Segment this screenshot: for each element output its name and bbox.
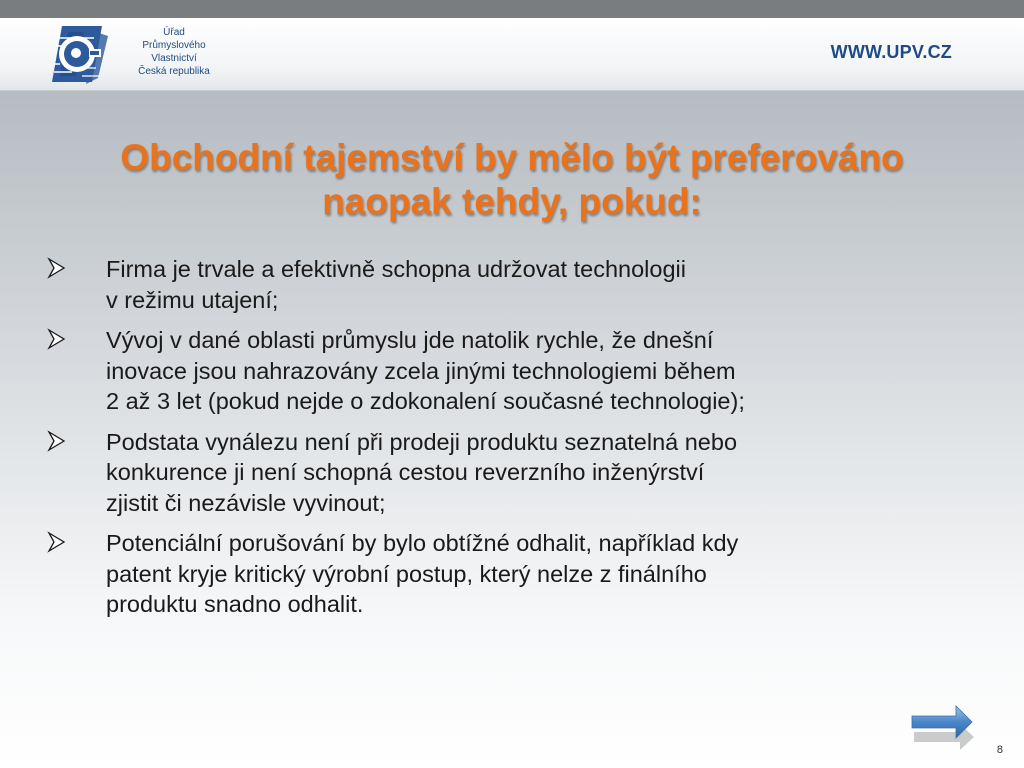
arrowhead-bullet-icon xyxy=(46,529,68,555)
bullet-text-line: patent kryje kritický výrobní postup, který nelze z finálního xyxy=(106,560,707,587)
bullet-text-line: 2 až 3 let (pokud nejde o zdokonalení současné technologie); xyxy=(106,388,745,414)
arrowhead-bullet-icon xyxy=(46,428,68,454)
bullet-text-line: konkurence ji není schopná cestou reverzního inženýrství xyxy=(106,459,705,485)
bullet-item xyxy=(46,254,986,315)
bullet-item xyxy=(46,528,986,620)
bullet-text-line: produktu snadno odhalit. xyxy=(106,591,364,617)
arrowhead-bullet-icon xyxy=(46,255,68,281)
bullet-list xyxy=(46,254,986,630)
top-strip xyxy=(0,0,1024,18)
bullet-text-line: Vývoj v dané oblasti průmyslu jde natolik rychle, že dnešní xyxy=(106,327,714,353)
slide-title-line-2: naopak tehdy, pokud: xyxy=(322,181,702,222)
next-arrow-icon[interactable] xyxy=(910,702,976,752)
site-url-link[interactable]: WWW.UPV.CZ xyxy=(830,42,952,62)
header-bar xyxy=(0,18,1024,91)
bullet-text-line: Potenciální porušování by bylo obtížné odhalit, například kdy xyxy=(106,530,739,556)
bullet-text-line: zjistit či nezávisle vyvinout; xyxy=(106,489,386,516)
org-name xyxy=(122,26,226,78)
bullet-item xyxy=(46,427,986,519)
bullet-item xyxy=(46,325,986,417)
slide-title xyxy=(40,136,984,224)
org-name-line: Vlastnictví xyxy=(151,53,197,64)
bullet-text-line: inovace jsou nahrazovány zcela jinými technologiemi během xyxy=(106,357,736,384)
upv-logo-icon xyxy=(38,18,116,90)
slide-title-line-1: Obchodní tajemství by mělo být preferováno xyxy=(120,137,904,178)
page-number: 8 xyxy=(996,744,1003,756)
org-name-line: Úřad xyxy=(163,27,185,38)
bullet-text-line: Firma je trvale a efektivně schopna udržovat technologii xyxy=(106,256,686,282)
org-name-line: Česká republika xyxy=(138,66,210,77)
org-name-line: Průmyslového xyxy=(142,40,206,51)
bullet-text-line: v režimu utajení; xyxy=(106,286,279,313)
arrowhead-bullet-icon xyxy=(46,326,68,352)
bullet-text-line: Podstata vynálezu není při prodeji produktu seznatelná nebo xyxy=(106,428,738,455)
